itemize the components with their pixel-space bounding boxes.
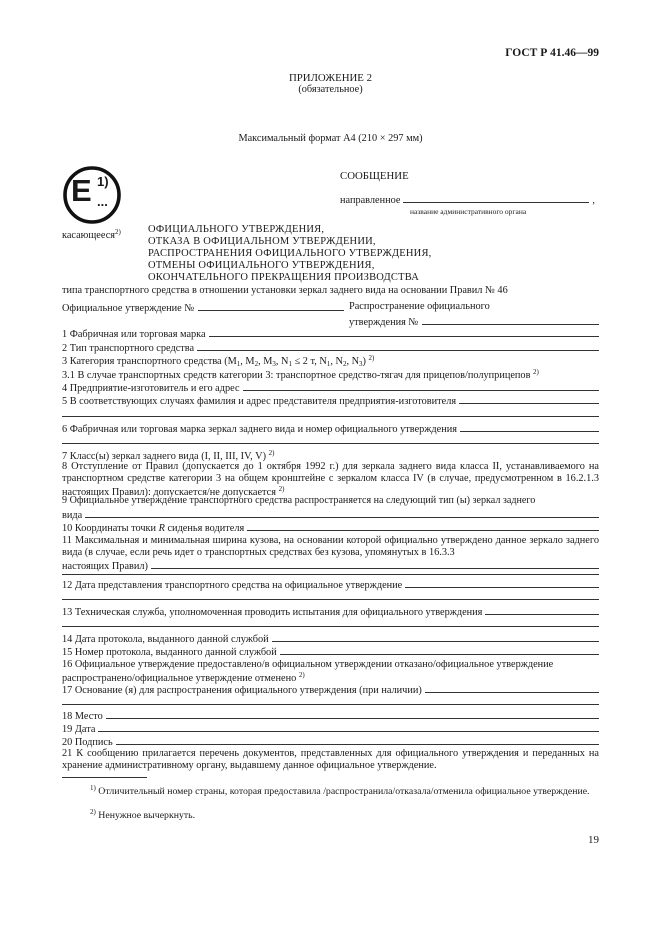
item-1: 1 Фабричная или торговая марка xyxy=(62,327,599,341)
item-9-continued: вида xyxy=(62,508,599,522)
item-15-field[interactable] xyxy=(280,645,599,655)
item-12: 12 Дата представления транспортного средства на официальное утверждение xyxy=(62,578,599,592)
item-13: 13 Техническая служба, уполномоченная проводить испытания для официального утверждения xyxy=(62,605,599,619)
item-11: 11 Максимальная и минимальная ширина кузова, на основании которой официально утверждено данное зеркало заднего вида (в случае, если речь идет о транспортных средствах без кузова, упомянутых в 16.3.3 xyxy=(62,535,599,558)
item-3-1: 3.1 В случае транспортных средств категории 3: транспортное средство-тягач для прицепов/полуприцепов $^{2)}$ xyxy=(62,368,539,381)
extension-number-label: утверждения № xyxy=(349,317,419,328)
sent-label: направленное xyxy=(340,195,401,206)
item-18: 18 Место xyxy=(62,709,599,723)
item-17-extra-line[interactable] xyxy=(62,704,599,705)
footnote-separator xyxy=(62,777,147,778)
item-5-extra-line[interactable] xyxy=(62,416,599,417)
item-4: 4 Предприятие-изготовитель и его адрес xyxy=(62,381,599,395)
approval-emblem xyxy=(62,165,122,225)
item-9: 9 Официальное утверждение транспортного средства распространяется на следующий тип (ы) зеркал заднего xyxy=(62,495,536,506)
item-2-field[interactable] xyxy=(197,341,599,351)
footnote-2: $^{2)}$ Ненужное вычеркнуть. xyxy=(90,808,196,821)
concerning-option: ОФИЦИАЛЬНОГО УТВЕРЖДЕНИЯ, xyxy=(148,224,325,235)
item-10: 10 Координаты точки R сиденья водителя xyxy=(62,521,599,535)
item-6-extra-line[interactable] xyxy=(62,443,599,444)
item-19-field[interactable] xyxy=(98,722,599,732)
item-8: 8 Отступление от Правил (допускается до 1 октября 1992 г.) для зеркала заднего вида класса II, устанавливаемого на транспортном средстве категории 3 на общем кронштейне с зеркалом класса IV (в случае, предусмотренном в 16.2.1.3 настоящих Правил): допускается/не допускается $^{2)}$ xyxy=(62,461,599,498)
approval-number-field[interactable] xyxy=(198,301,344,311)
item-19: 19 Дата xyxy=(62,722,599,736)
item-2: 2 Тип транспортного средства xyxy=(62,341,599,355)
item-20: 20 Подпись xyxy=(62,735,599,749)
item-7: 7 Класс(ы) зеркал заднего вида (I, II, III, IV, V) $^{2)}$ xyxy=(62,449,275,462)
approval-number-label: Официальное утверждение № xyxy=(62,303,195,314)
item-13-extra-line[interactable] xyxy=(62,626,599,627)
item-3: 3 Категория транспортного средства ($М_1$, $М_2$, $М_3$, $N_1 \le 2$ т, $N_1$, $N_2$, $N_3$) $^{2)}$ xyxy=(62,354,375,368)
item-11-field[interactable] xyxy=(151,559,599,569)
item-17: 17 Основание (я) для распространения официального утверждения (при наличии) xyxy=(62,683,599,697)
format-note: Максимальный формат А4 (210 × 297 мм) xyxy=(238,133,423,144)
item-11-continued: настоящих Правил) xyxy=(62,559,599,573)
appendix-title: ПРИЛОЖЕНИЕ 2 xyxy=(288,72,372,84)
authority-field[interactable] xyxy=(403,193,589,203)
item-14-field[interactable] xyxy=(272,632,599,642)
extension-label: Распространение официального xyxy=(349,301,490,312)
item-1-field[interactable] xyxy=(209,327,599,337)
message-title: СООБЩЕНИЕ xyxy=(340,170,409,182)
concerning-option: ОТМЕНЫ ОФИЦИАЛЬНОГО УТВЕРЖДЕНИЯ, xyxy=(148,260,375,271)
standard-code: ГОСТ Р 41.46—99 xyxy=(505,47,599,59)
item-10-field[interactable] xyxy=(247,521,599,531)
sent-to-line xyxy=(340,193,595,207)
item-20-field[interactable] xyxy=(116,735,599,745)
footnote-1: $^{1)}$ Отличительный номер страны, которая предоставила /распространила/отказала/отменила официальное утверждение. xyxy=(90,784,590,797)
item-12-extra-line[interactable] xyxy=(62,599,599,600)
item-6-field[interactable] xyxy=(460,422,599,432)
concerning-option: РАСПРОСТРАНЕНИЯ ОФИЦИАЛЬНОГО УТВЕРЖДЕНИЯ, xyxy=(148,248,432,259)
appendix-subtitle: (обязательное) xyxy=(298,84,363,95)
authority-caption: название административного органа xyxy=(410,207,527,216)
emblem-letter: E xyxy=(71,173,92,208)
approval-number-line xyxy=(62,301,344,315)
item-15: 15 Номер протокола, выданного данной службой xyxy=(62,645,599,659)
item-14: 14 Дата протокола, выданного данной службой xyxy=(62,632,599,646)
emblem-approval-dots: ... xyxy=(97,194,108,209)
item-11-extra-line[interactable] xyxy=(62,574,599,575)
item-6: 6 Фабричная или торговая марка зеркал заднего вида и номер официального утверждения xyxy=(62,422,599,436)
concerning-options xyxy=(148,224,432,284)
item-21: 21 К сообщению прилагается перечень документов, представленных для официального утверждения и переданных на хранение административному органу, выдавшему данное официальное утверждение. xyxy=(62,748,599,771)
item-4-field[interactable] xyxy=(243,381,599,391)
item-9-field[interactable] xyxy=(85,508,599,518)
item-17-field[interactable] xyxy=(425,683,599,693)
emblem-country-number: 1) xyxy=(97,174,109,189)
item-13-field[interactable] xyxy=(485,605,599,615)
concerning-option: ОТКАЗА В ОФИЦИАЛЬНОМ УТВЕРЖДЕНИИ, xyxy=(148,236,376,247)
item-18-field[interactable] xyxy=(106,709,599,719)
page-number: 19 xyxy=(588,834,599,846)
concerning-option: ОКОНЧАТЕЛЬНОГО ПРЕКРАЩЕНИЯ ПРОИЗВОДСТВА xyxy=(148,272,420,283)
item-5-field[interactable] xyxy=(459,394,599,404)
item-16: 16 Официальное утверждение предоставлено/в официальном утверждении отказано/официальное утверждение распространено/официальное утверждение отменено $^{2)}$ xyxy=(62,659,554,684)
concerning-label: касающееся$^{2)}$ xyxy=(62,228,121,241)
item-5: 5 В соответствующих случаях фамилия и адрес представителя предприятия-изготовителя xyxy=(62,394,599,408)
regulation-basis: типа транспортного средства в отношении установки зеркал заднего вида на основании Правил № 46 xyxy=(62,285,508,296)
sent-trailer: , xyxy=(592,195,595,206)
extension-number-field[interactable] xyxy=(422,315,599,325)
item-12-field[interactable] xyxy=(405,578,599,588)
